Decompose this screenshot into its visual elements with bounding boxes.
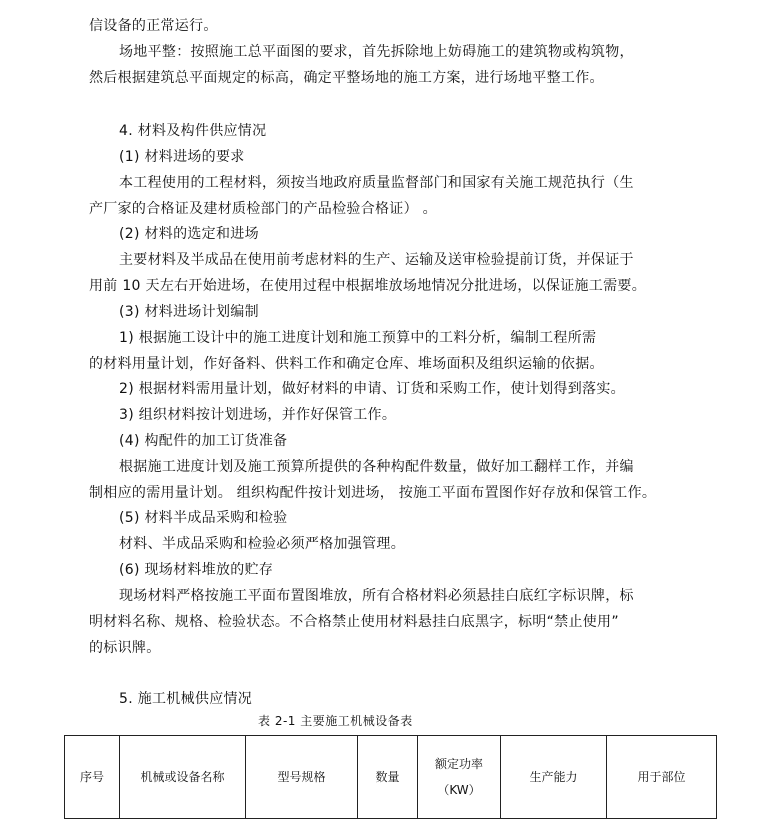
table-caption: 表 2-1 主要施工机械设备表 xyxy=(258,714,413,728)
paragraph-line: 明材料名称、规格、检验状态。不合格禁止使用材料悬挂白底黑字，标明“禁止使用” xyxy=(89,614,619,630)
paragraph-line: 然后根据建筑总平面规定的标高，确定平整场地的施工方案，进行场地平整工作。 xyxy=(89,70,604,86)
header-usage: 用于部位 xyxy=(607,736,717,819)
paragraph-line: 根据施工进度计划及施工预算所提供的各种构配件数量，做好加工翻样工作，并编 xyxy=(119,459,634,475)
header-rated-power-label: 额定功率 xyxy=(434,757,483,771)
paragraph-line: 2) 根据材料需用量计划，做好材料的申请、订货和采购工作，使计划得到落实。 xyxy=(119,381,625,397)
section-heading: 5. 施工机械供应情况 xyxy=(119,691,253,707)
paragraph-line: 1) 根据施工设计中的施工进度计划和施工预算中的工料分析，编制工程所需 xyxy=(119,330,597,346)
paragraph-line: 场地平整：按照施工总平面图的要求，首先拆除地上妨碍施工的建筑物或构筑物， xyxy=(119,44,634,60)
subsection-heading: (3) 材料进场计划编制 xyxy=(119,304,259,320)
paragraph-line: 信设备的正常运行。 xyxy=(89,18,218,34)
paragraph-line: 的标识牌。 xyxy=(89,640,161,656)
paragraph-line: 的材料用量计划，作好备料、供料工作和确定仓库、堆场面积及组织运输的依据。 xyxy=(89,356,604,372)
paragraph-line: 材料、半成品采购和检验必须严格加强管理。 xyxy=(119,536,405,552)
header-rated-power-unit: （KW） xyxy=(437,783,481,797)
subsection-heading: (5) 材料半成品采购和检验 xyxy=(119,510,288,526)
subsection-heading: (1) 材料进场的要求 xyxy=(119,149,245,165)
header-rated-power xyxy=(418,736,501,819)
subsection-heading: (6) 现场材料堆放的贮存 xyxy=(119,562,274,578)
paragraph-line: 3) 组织材料按计划进场，并作好保管工作。 xyxy=(119,407,397,423)
header-model: 型号规格 xyxy=(246,736,358,819)
header-quantity: 数量 xyxy=(358,736,418,819)
header-index: 序号 xyxy=(65,736,120,819)
header-capacity: 生产能力 xyxy=(501,736,607,819)
paragraph-line: 主要材料及半成品在使用前考虑材料的生产、运输及送审检验提前订货，并保证于 xyxy=(119,252,634,268)
paragraph-line: 制相应的需用量计划。 组织构配件按计划进场， 按施工平面布置图作好存放和保管工作。 xyxy=(89,485,657,501)
paragraph-line: 本工程使用的工程材料，须按当地政府质量监督部门和国家有关施工规范执行（生 xyxy=(119,175,634,191)
subsection-heading: (2) 材料的选定和进场 xyxy=(119,226,259,242)
section-heading: 4. 材料及构件供应情况 xyxy=(119,123,267,139)
paragraph-line: 现场材料严格按施工平面布置图堆放，所有合格材料必须悬挂白底红字标识牌，标 xyxy=(119,588,634,604)
paragraph-line: 产厂家的合格证及建材质检部门的产品检验合格证） 。 xyxy=(89,201,437,217)
table-header-row xyxy=(65,736,717,819)
header-equipment-name: 机械或设备名称 xyxy=(120,736,246,819)
equipment-table xyxy=(64,735,717,819)
paragraph-line: 用前 10 天左右开始进场，在使用过程中根据堆放场地情况分批进场，以保证施工需要。 xyxy=(89,278,647,294)
subsection-heading: (4) 构配件的加工订货准备 xyxy=(119,433,288,449)
